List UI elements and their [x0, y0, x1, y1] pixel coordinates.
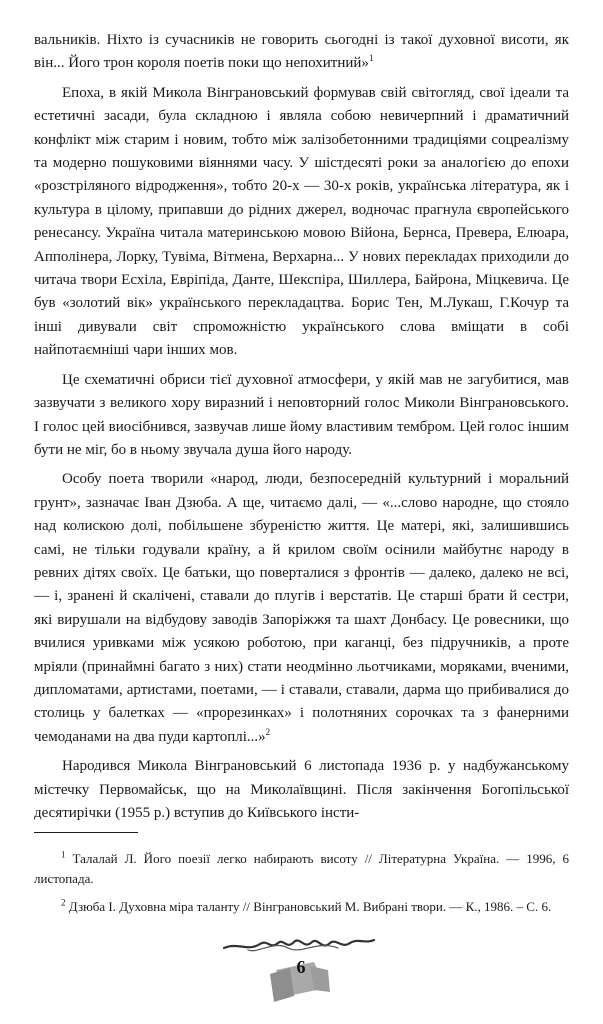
paragraph-3 [34, 369, 569, 463]
footnote-text: Дзюба І. Духовна міра таланту // Вінграновський М. Вибрані твори. — К., 1986. – С. 6. [68, 899, 552, 914]
paragraph-text: Народився Микола Вінграновський 6 листопада 1936 р. у надбужанському містечку Первомайськ, що на Миколаївщині. Після закінчення Богопільської десятирічки (1955 р.) вступив до Київського інсти- [34, 758, 569, 821]
paragraph-text: Це схематичні обриси тієї духовної атмосфери, у якій мав не загубитися, мав зазвучати з великого хору виразний і неповторний голос Миколи Вінграновського. І голос цей виосібнився, зазвучав лише йому властивим тембром. Цей голос іншим бути не міг, бо в ньому звучала душа його народу. [34, 371, 569, 458]
footnote-ref-1[interactable]: 1 [368, 53, 374, 64]
paragraph-4 [34, 468, 569, 749]
footnote-1 [34, 849, 569, 889]
paragraph-text: Особу поета творили «народ, люди, безпосередній культурний і моральний грунт», зазначає Іван Дзюба. А ще, читаємо далі, — «...слово народне, що стояло над колискою долі, побільшене збуреністю життя. Це матері, які, залишившись самі, не тільки годували країну, а й крилом своїм осінили майбутнє народу в ревних дітях своїх. Це батьки, що поверталися з фронтів — далеко, далеко не всі, — і, зранені й скалічені, ставали до плугів і верстатів. Це старші брати й сестри, які вирушали на відбудову заводів Запоріжжя та шахт Донбасу. Це ровесники, що вчилися уривками між усякою роботою, при каганці, без підручників, а проте мріяли (принаймні багато з них) стати неодмінно льотчиками, моряками, вченими, дипломатами, артистами, поетами, — і ставали, ставали, дарма що прибивалися до столиць у балетках — «прорезинках» і полотняних сорочках та з фанерними чемоданами на два пуди картоплі...» [34, 471, 569, 745]
footnote-ref-2[interactable]: 2 [265, 726, 271, 737]
paragraph-text: Епоха, в якій Микола Вінграновський формував свій світогляд, свої ідеали та естетичні засади, була складною і являла собою невичерпний і драматичний конфлікт між старим і новим, тобто між залізобетонними традиціями соцреалізму та модерно пошуковими віяннями часу. У шістдесяті роки за аналогією до епохи «розстріляного відродження», тобто 20-х — 30-х років, українська література, як і культура в цілому, припавши до рідних джерел, водночас прагнула європейського ренесансу. Україна читала материнською мовою Війона, Бернса, Превера, Елюара, Апполінера, Лорку, Тувіма, Вітмена, Верхарна... У нових перекладах приходили до читача твори Есхіла, Евріпіда, Данте, Шекспіра, Шиллера, Байрона, Міцкевича. Це був «золотий вік» українського перекладацтва. Борис Тен, М.Лукаш, Г.Кочур та інші дивували світ спроможністю українського слова вміщати в собі найпотаємніші чари інших мов. [34, 84, 569, 359]
paragraph-5 [34, 755, 569, 825]
paragraph-1 [34, 29, 569, 76]
footnote-number: 1 [61, 849, 66, 860]
paragraph-2 [34, 82, 569, 363]
footnote-number: 2 [61, 897, 66, 908]
paragraph-text: вальників. Ніхто із сучасників не говорить сьогодні із такої духовної висоти, як він... Його трон короля поетів поки що непохитний» [34, 32, 569, 72]
footnote-text: Талалай Л. Його поезії легко набирають висоту // Літературна Україна. — 1996, 6 листопада. [34, 851, 569, 886]
body-text [34, 29, 569, 825]
footnotes [34, 849, 569, 925]
footnote-divider [34, 832, 138, 833]
page-number: 6 [296, 957, 306, 977]
footnote-2 [34, 897, 569, 917]
